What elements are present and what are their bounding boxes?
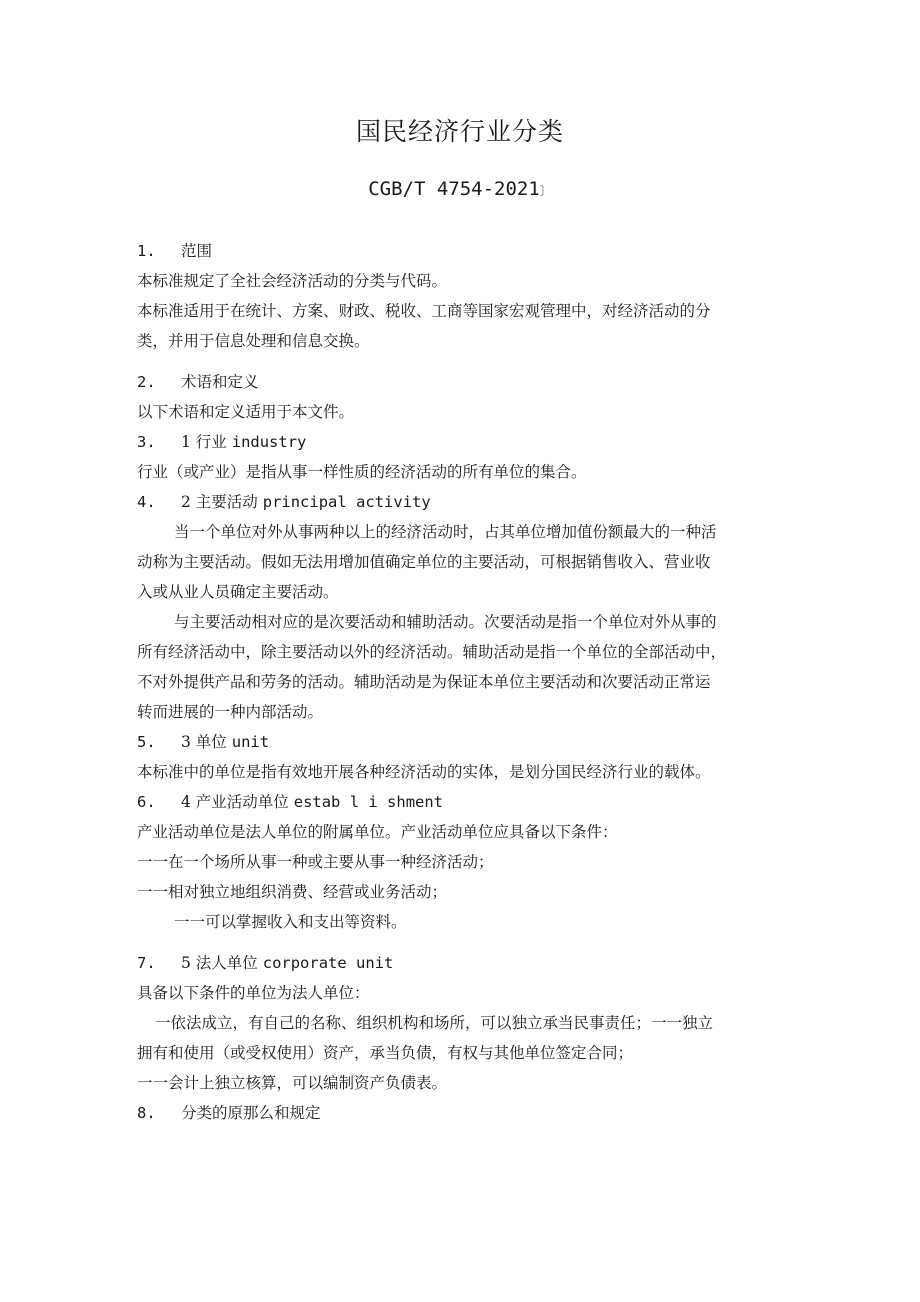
term-title-en: principal activity xyxy=(262,493,431,511)
standard-code-tail: 〕 xyxy=(539,184,552,198)
section-2-heading xyxy=(137,372,259,392)
paragraph: 与主要活动相对应的是次要活动和辅助活动。次要活动是指一个单位对外从事的 xyxy=(174,613,717,631)
section-1-heading xyxy=(137,241,212,261)
section-5-heading xyxy=(137,732,269,752)
paragraph: 类，并用于信息处理和信息交换。 xyxy=(137,332,370,350)
paragraph: 动称为主要活动。假如无法用增加值确定单位的主要活动，可根据销售收入、营业收 xyxy=(137,553,711,571)
section-8-heading xyxy=(137,1103,321,1123)
term-title-en: estab l i shment xyxy=(293,793,444,811)
paragraph: 转而进展的一种内部活动。 xyxy=(137,703,324,721)
list-item: 一一在一个场所从事一种或主要从事一种经济活动； xyxy=(137,853,494,871)
section-number: 8. xyxy=(137,1104,156,1122)
paragraph: 入或从业人员确定主要活动。 xyxy=(137,583,339,601)
paragraph: 产业活动单位是法人单位的附属单位。产业活动单位应具备以下条件： xyxy=(137,823,618,841)
section-title: 范围 xyxy=(181,242,213,260)
list-item: 一一可以掌握收入和支出等资料。 xyxy=(174,913,407,931)
paragraph: 拥有和使用（或受权使用）资产，承当负债，有权与其他单位签定合同； xyxy=(137,1044,634,1062)
section-number: 1. xyxy=(137,242,156,260)
section-number: 4. xyxy=(137,493,156,511)
section-4-heading xyxy=(137,492,431,512)
paragraph: 以下术语和定义适用于本文件。 xyxy=(137,403,355,421)
paragraph: 行业（或产业）是指从事一样性质的经济活动的所有单位的集合。 xyxy=(137,463,587,481)
standard-code-main: CGB/T 4754-2021 xyxy=(368,178,540,200)
list-item: 一一会计上独立核算，可以编制资产负债表。 xyxy=(137,1074,448,1092)
term-title-cn: 4 产业活动单位 xyxy=(181,793,289,811)
section-6-heading xyxy=(137,792,443,812)
paragraph: 不对外提供产品和劳务的活动。辅助活动是为保证本单位主要活动和次要活动正常运 xyxy=(137,673,711,691)
section-7-heading xyxy=(137,953,393,973)
paragraph: 所有经济活动中，除主要活动以外的经济活动。辅助活动是指一个单位的全部活动中， xyxy=(137,643,727,661)
standard-code xyxy=(0,178,920,200)
list-item: 一一相对独立地组织消费、经营或业务活动； xyxy=(137,883,448,901)
term-title-cn: 1 行业 xyxy=(181,433,227,451)
paragraph: 本标准中的单位是指有效地开展各种经济活动的实体，是划分国民经济行业的载体。 xyxy=(137,763,711,781)
term-title-en: industry xyxy=(231,433,307,451)
term-title-cn: 3 单位 xyxy=(181,733,227,751)
section-number: 7. xyxy=(137,954,156,972)
paragraph: 本标准规定了全社会经济活动的分类与代码。 xyxy=(137,272,448,290)
section-title: 术语和定义 xyxy=(181,373,259,391)
list-item: 一依法成立，有自己的名称、组织机构和场所，可以独立承当民事责任；一一独立 xyxy=(155,1014,714,1032)
section-number: 5. xyxy=(137,733,156,751)
section-number: 3. xyxy=(137,433,156,451)
section-title: 分类的原那么和规定 xyxy=(181,1104,321,1122)
term-title-en: corporate unit xyxy=(262,954,394,972)
document-title: 国民经济行业分类 xyxy=(355,117,564,146)
paragraph: 具备以下条件的单位为法人单位： xyxy=(137,984,370,1002)
section-number: 6. xyxy=(137,793,156,811)
section-number: 2. xyxy=(137,373,156,391)
paragraph: 当一个单位对外从事两种以上的经济活动时，占其单位增加值份额最大的一种活 xyxy=(174,523,717,541)
term-title-cn: 2 主要活动 xyxy=(181,493,258,511)
section-3-heading xyxy=(137,432,306,452)
term-title-cn: 5 法人单位 xyxy=(181,954,258,972)
paragraph: 本标准适用于在统计、方案、财政、税收、工商等国家宏观管理中，对经济活动的分 xyxy=(137,302,711,320)
term-title-en: unit xyxy=(231,733,270,751)
